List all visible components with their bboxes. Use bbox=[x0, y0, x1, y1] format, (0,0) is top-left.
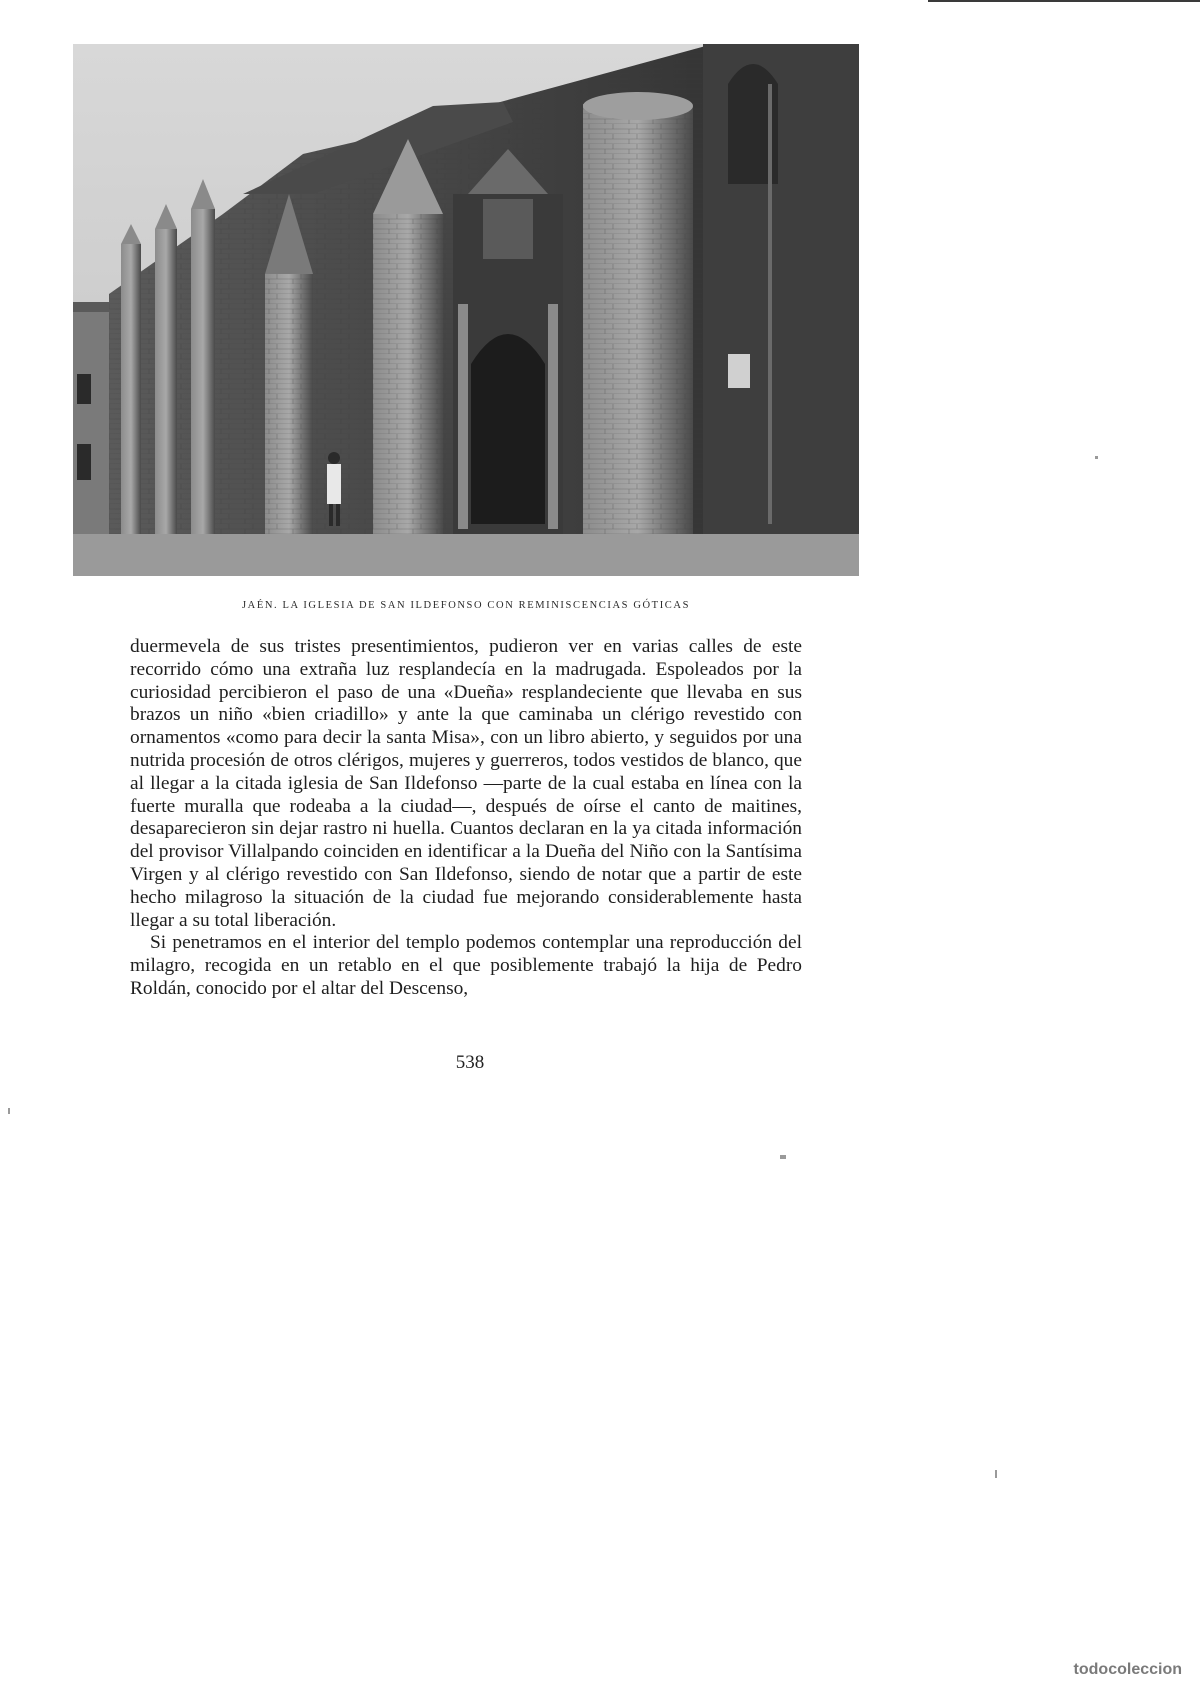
scan-speck bbox=[780, 1155, 786, 1159]
scan-speck bbox=[8, 1108, 10, 1114]
scan-speck bbox=[1095, 456, 1098, 459]
church-photo-illustration bbox=[73, 44, 859, 576]
church-photo bbox=[73, 44, 859, 576]
body-text bbox=[130, 636, 802, 1001]
watermark: todocoleccion bbox=[1073, 1661, 1182, 1678]
paragraph-2: Si penetramos en el interior del templo podemos contemplar una reproducción del milagro, recogida en un retablo en el que posiblemente trabajó la hija de Pedro Roldán, conocido por el altar del Descenso, bbox=[130, 932, 802, 999]
paragraph-1: duermevela de sus tristes presentimientos, pudieron ver en varias calles de este recorrido cómo una extraña luz resplandecía en la madrugada. Espoleados por la curiosidad percibieron el paso de una «Dueña» resplandeciente que llevaba en sus brazos un niño «bien criadillo» y ante la que caminaba un clérigo revestido con ornamentos «como para decir la santa Misa», con un libro abierto, y seguidos por una nutrida procesión de otros clérigos, mujeres y guerreros, todos vestidos de blanco, que al llegar a la citada iglesia de San Ildefonso —parte de la cual estaba en línea con la fuerte muralla que rodeaba a la ciudad—, después de oírse el canto de maitines, desaparecieron sin dejar rastro ni huella. Cuantos declaran en la ya citada información del provisor Villalpando coinciden en identificar a la Dueña del Niño con la Santísima Virgen y al clérigo revestido con San Ildefonso, siendo de notar que a partir de este hecho milagroso la situación de la ciudad fue mejorando considerablemente hasta llegar a su total liberación. bbox=[130, 636, 802, 931]
scan-speck bbox=[995, 1470, 997, 1478]
photo-caption: JAÉN. LA IGLESIA DE SAN ILDEFONSO CON REMINISCENCIAS GÓTICAS bbox=[241, 600, 691, 611]
top-rule bbox=[928, 0, 1200, 2]
page-number: 538 bbox=[455, 1052, 485, 1073]
